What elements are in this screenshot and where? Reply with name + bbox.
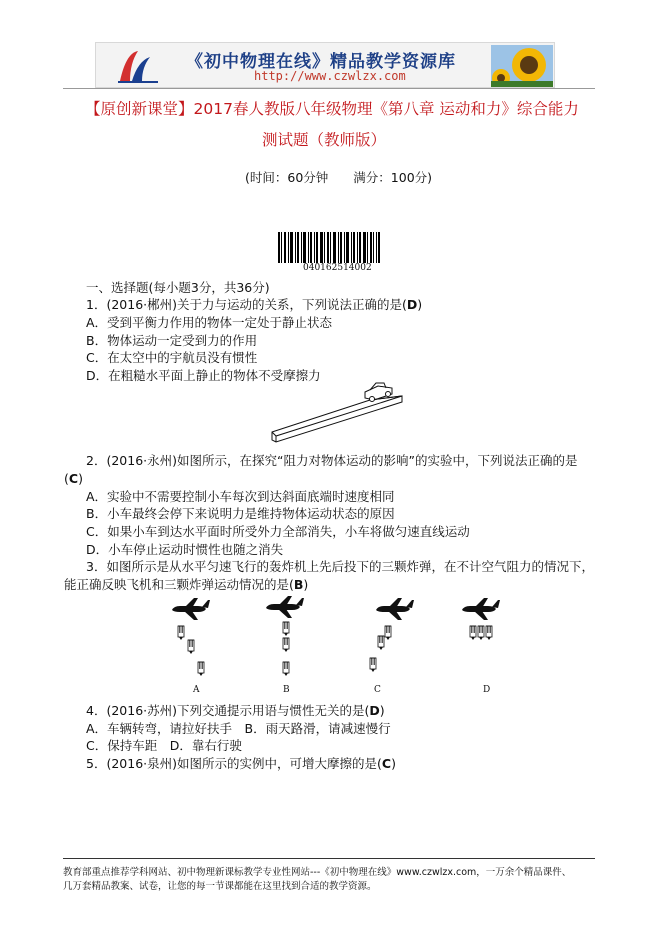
question-1-option-d: D．在粗糙水平面上静止的物体不受摩擦力 <box>86 368 321 383</box>
question-4-close: ) <box>379 703 385 718</box>
barcode-image <box>278 232 380 263</box>
question-1-answer: D <box>406 297 418 312</box>
question-1-option-c: C．在太空中的宇航员没有惯性 <box>86 350 258 365</box>
option-c-diagram <box>370 598 414 672</box>
question-1-close: ) <box>417 297 423 312</box>
question-2-close: ) <box>78 471 83 486</box>
footer-line-1: 教育部重点推荐学科网站、初中物理新课标教学专业性网站---《初中物理在线》www.czwlzx.com，一万余个精品课件、 <box>63 867 572 878</box>
question-5-text: 5．(2016·泉州)如图所示的实例中，可增大摩擦的是( <box>86 756 382 771</box>
option-d-diagram <box>462 598 500 640</box>
footer-line-2: 几万套精品教案、试卷，让您的每一节课都能在这里找到合适的教学资源。 <box>63 881 377 892</box>
option-label-c: C <box>374 685 381 695</box>
footer-rule <box>63 858 595 859</box>
barcode-number: 040162514002 <box>303 263 372 273</box>
option-label-d: D <box>483 685 491 695</box>
exam-time-info: (时间：60分钟 满分：100分) <box>245 170 433 185</box>
question-4-options-line-2: C．保持车距 D．靠右行驶 <box>86 738 242 753</box>
question-3-text: 能正确反映飞机和三颗炸弹运动情况的是( <box>64 577 294 592</box>
question-2-option-c: C．如果小车到达水平面时所受外力全部消失，小车将做匀速直线运动 <box>86 524 470 539</box>
sunflower-icon <box>491 45 553 87</box>
incline-cart-figure <box>270 380 410 448</box>
site-logo-icon <box>116 47 162 85</box>
question-1-stem <box>86 296 422 314</box>
question-5-stem <box>86 755 396 773</box>
question-3-stem-line-1: 3．如图所示是从水平匀速飞行的轰炸机上先后投下的三颗炸弹，在不计空气阻力的情况下， <box>86 559 594 574</box>
question-3-answer: B <box>293 577 304 592</box>
header-banner <box>95 42 555 88</box>
question-4-options-line-1: A．车辆转弯，请拉好扶手 B．雨天路滑，请减速慢行 <box>86 721 391 736</box>
question-4-text: 4．(2016·苏州)下列交通提示用语与惯性无关的是( <box>86 703 370 718</box>
option-label-b: B <box>283 685 290 695</box>
question-4-stem <box>86 702 385 720</box>
question-5-answer: C <box>381 756 392 771</box>
document-title-line-2: 测试题（教师版） <box>262 131 387 149</box>
question-2-stem: 2．(2016·永州)如图所示，在探究“阻力对物体运动的影响”的实验中，下列说法正确的是 <box>86 453 578 468</box>
question-2-answer: C <box>68 471 79 486</box>
bomber-figure <box>160 592 520 696</box>
question-1-text: 1．(2016·郴州)关于力与运动的关系，下列说法正确的是( <box>86 297 407 312</box>
option-a-diagram <box>172 598 210 676</box>
question-5-close: ) <box>391 756 396 771</box>
question-2-option-d: D．小车停止运动时惯性也随之消失 <box>86 542 284 557</box>
document-title-line-1: 【原创新课堂】2017春人教版八年级物理《第八章 运动和力》综合能力 <box>85 100 579 118</box>
section-heading: 一、选择题(每小题3分，共36分) <box>86 280 270 295</box>
question-2-open: ( <box>64 471 69 486</box>
question-2-option-a: A．实验中不需要控制小车每次到达斜面底端时速度相同 <box>86 489 395 504</box>
banner-url[interactable]: http://www.czwlzx.com <box>254 69 406 83</box>
question-1-option-b: B．物体运动一定受到力的作用 <box>86 333 258 348</box>
question-3-close: ) <box>303 577 309 592</box>
option-b-diagram <box>266 596 304 676</box>
question-2-answer-line <box>64 470 83 488</box>
question-4-answer: D <box>369 703 380 718</box>
header-rule <box>63 88 595 89</box>
question-2-option-b: B．小车最终会停下来说明力是维持物体运动状态的原因 <box>86 506 395 521</box>
option-label-a: A <box>193 685 200 695</box>
banner-title: 《初中物理在线》精品教学资源库 <box>186 52 456 72</box>
question-1-option-a: A．受到平衡力作用的物体一定处于静止状态 <box>86 315 333 330</box>
